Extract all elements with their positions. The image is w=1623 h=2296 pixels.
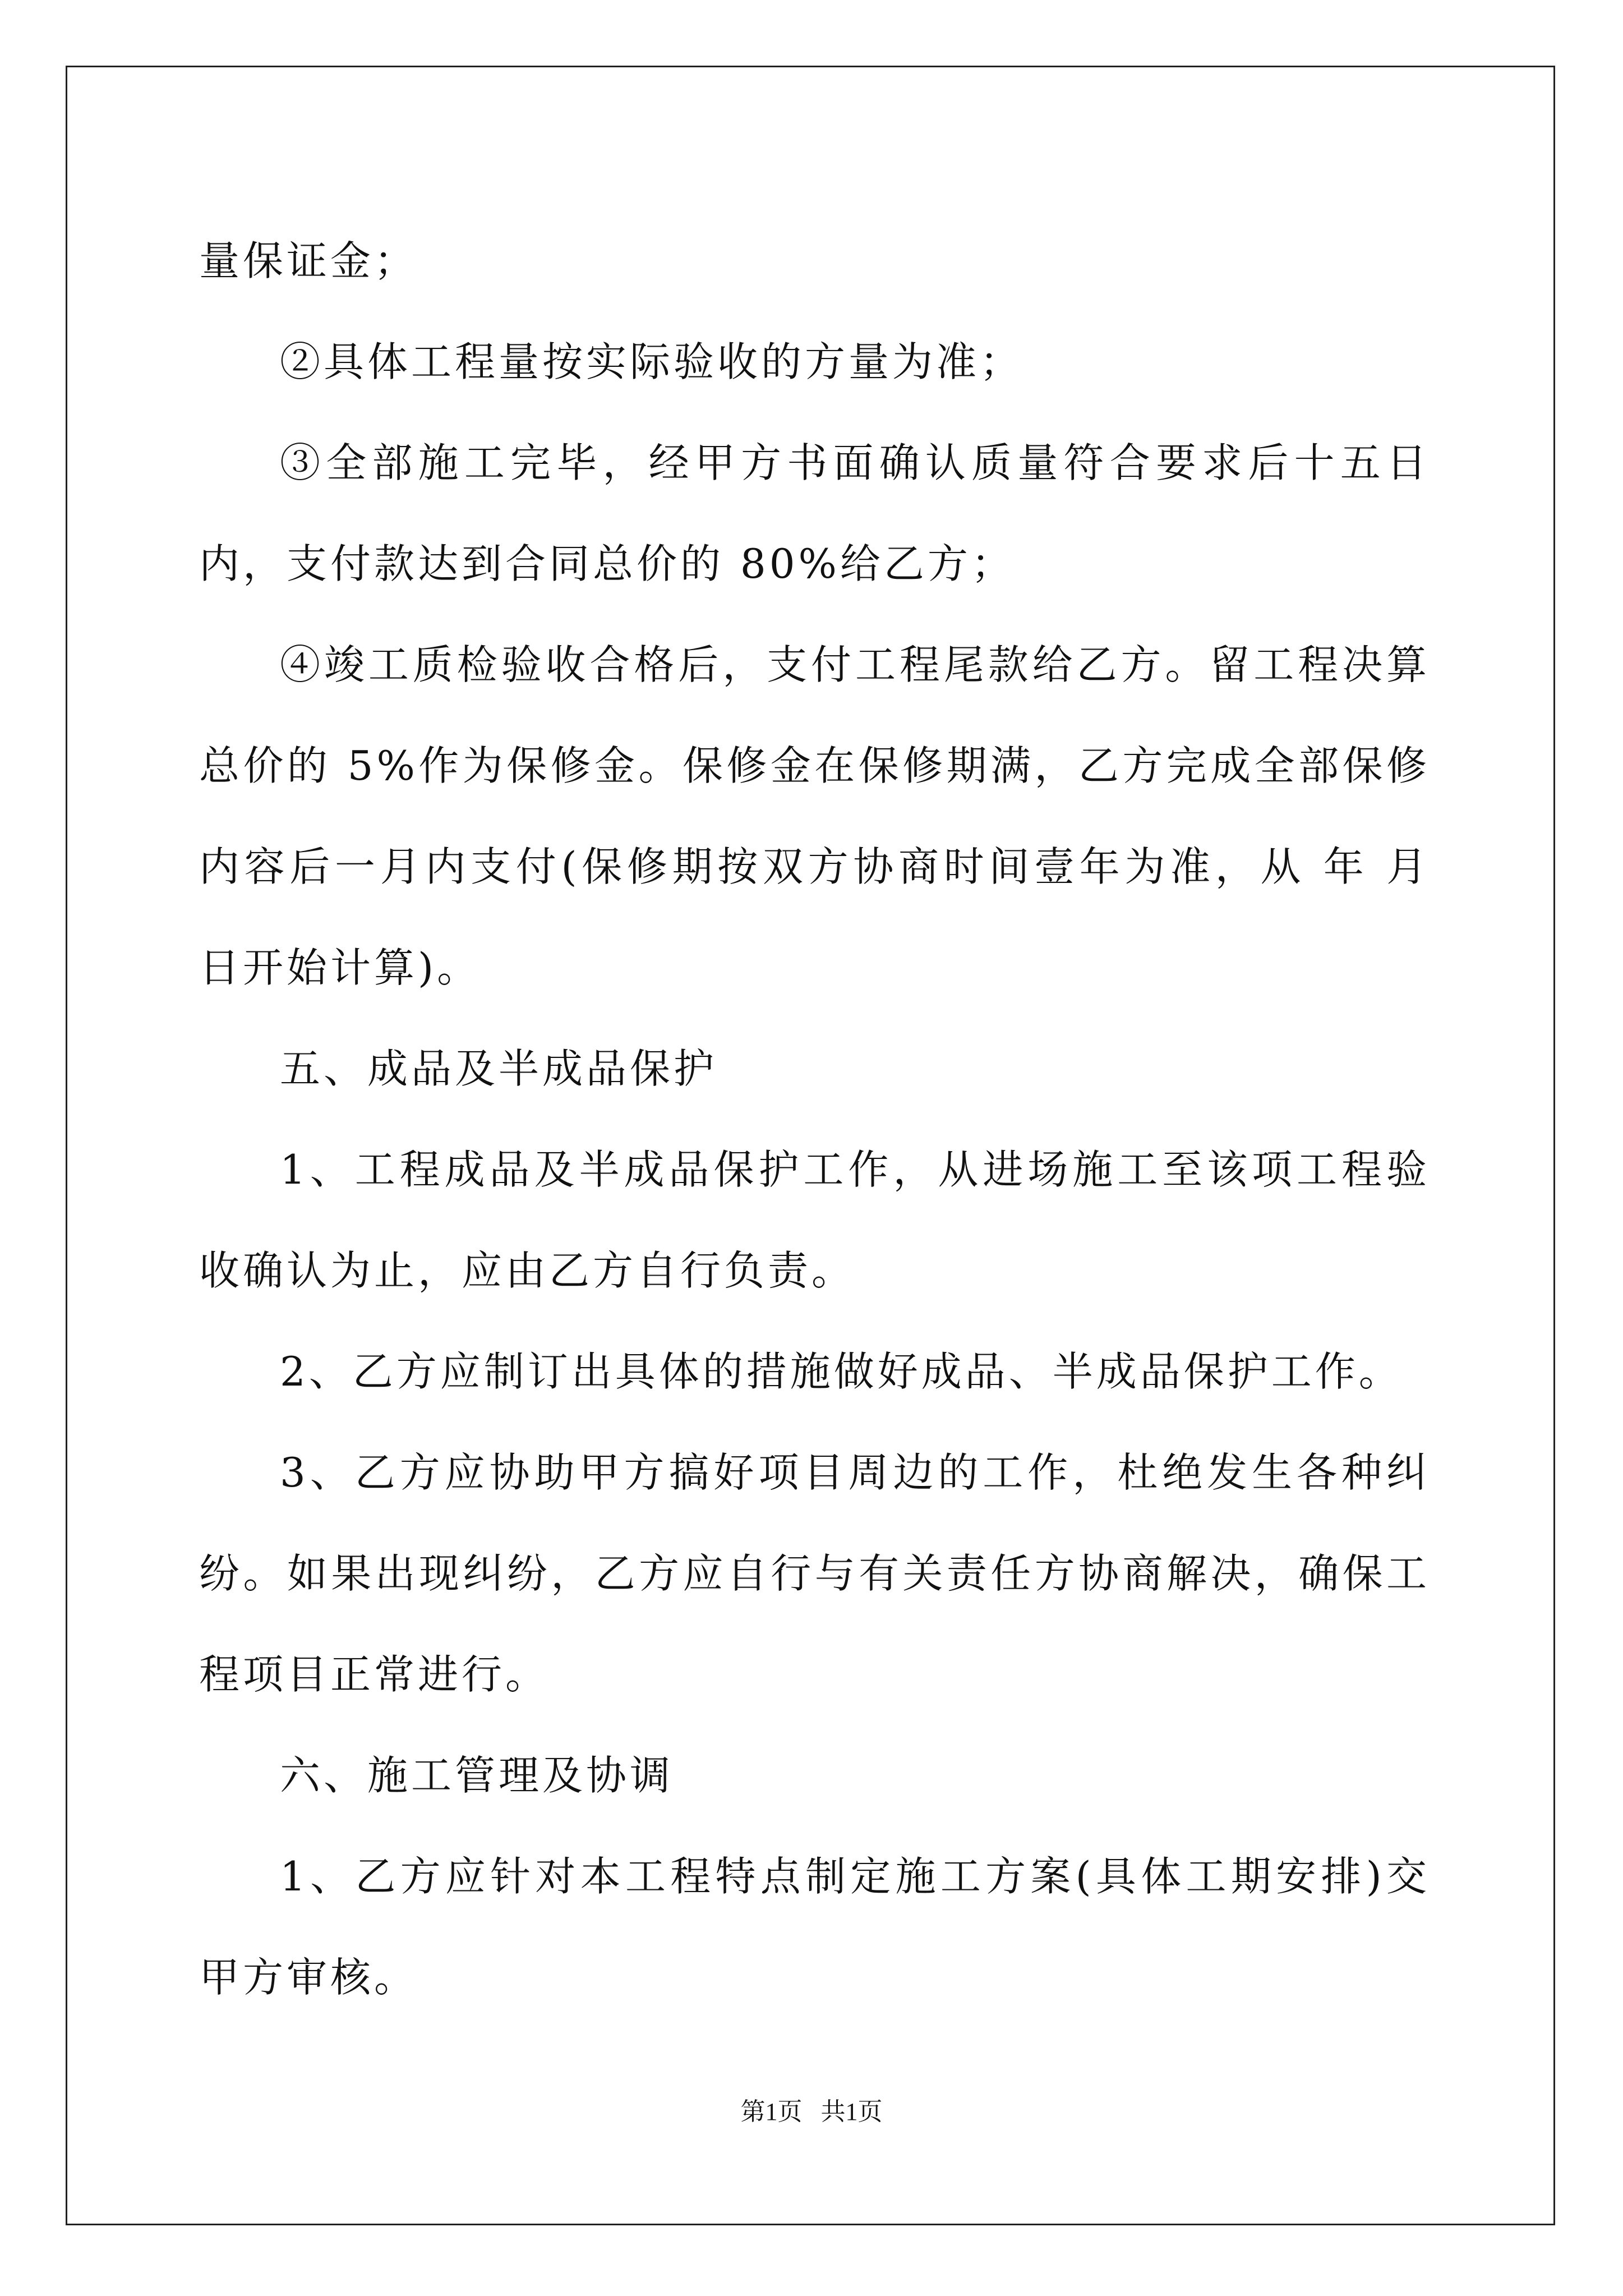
page-number-footer: 第1页 共1页	[740, 2098, 883, 2125]
paragraph-5-2: 2、乙方应制订出具体的措施做好成品、半成品保护工作。	[280, 1348, 1403, 1395]
paragraph-item-3: ③全部施工完毕，经甲方书面确认质量符合要求后十五日内，支付款达到合同总价的 80%给乙方；	[199, 439, 1430, 587]
paragraph-5-3: 3、乙方应协助甲方搞好项目周边的工作，杜绝发生各种纠纷。如果出现纠纷，乙方应自行与有关责任方协商解决，确保工程项目正常进行。	[199, 1449, 1430, 1698]
paragraph-6-1: 1、乙方应针对本工程特点制定施工方案(具体工期安排)交甲方审核。	[199, 1853, 1430, 2001]
paragraph-item-4: ④竣工质检验收合格后，支付工程尾款给乙方。留工程决算总价的 5%作为保修金。保修金在保修期满，乙方完成全部保修内容后一月内支付(保修期按双方协商时间壹年为准，从 年 月 日开始计算)。	[199, 641, 1430, 991]
document-body	[199, 210, 1430, 2028]
paragraph-5-1: 1、工程成品及半成品保护工作，从进场施工至该项工程验收确认为止，应由乙方自行负责。	[199, 1146, 1430, 1294]
paragraph-continuation: 量保证金；	[199, 237, 418, 284]
paragraph-item-2: ②具体工程量按实际验收的方量为准；	[280, 338, 1024, 385]
section-heading-5: 五、成品及半成品保护	[280, 1045, 718, 1092]
section-heading-6: 六、施工管理及协调	[280, 1752, 674, 1799]
